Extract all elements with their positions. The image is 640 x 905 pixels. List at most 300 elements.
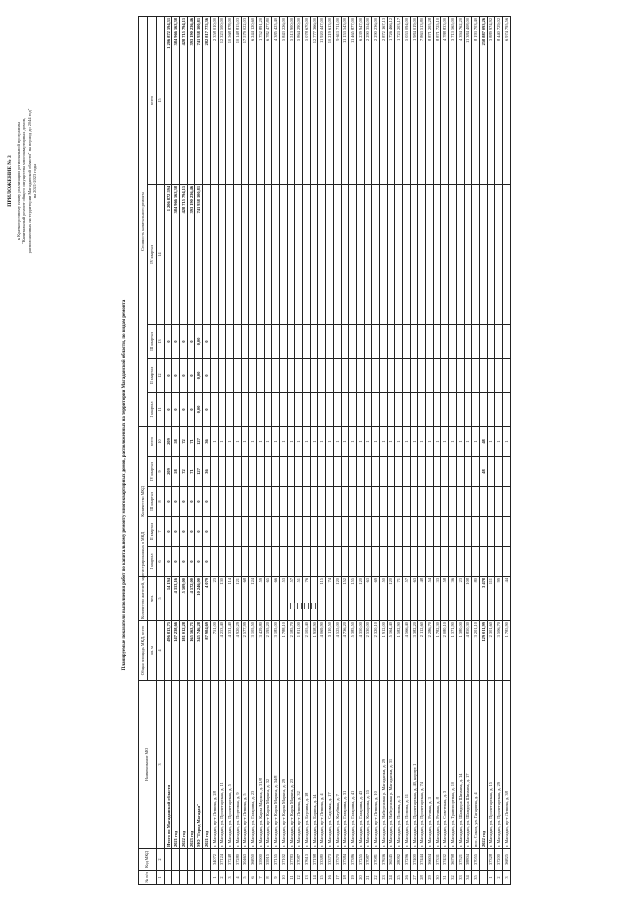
table-row	[495, 16, 503, 884]
table-row	[226, 16, 234, 884]
cell-q2	[341, 517, 349, 547]
cell-q2: 0	[164, 517, 172, 547]
cell-c4	[464, 184, 472, 324]
cell-c3	[487, 324, 495, 358]
cell-c4: 384 966 563,38	[172, 184, 180, 324]
cell-res: 71	[395, 577, 403, 621]
cell-area: 2 080,10	[441, 621, 449, 681]
cell-ctot: 10 568 878,00	[226, 16, 234, 184]
cell-q2: 0	[203, 517, 211, 547]
cell-q2	[249, 517, 257, 547]
cell-c4	[426, 184, 434, 324]
cell-q2	[356, 517, 364, 547]
cell-ctot: 6 239 947,00	[356, 16, 364, 184]
cell-q4	[495, 457, 503, 487]
cell-c1	[372, 392, 380, 426]
cell-c3	[295, 324, 303, 358]
cell-name: г. Магадан, пр-т Карла Маркса, д. 29	[280, 681, 288, 849]
cell-q4	[472, 457, 480, 487]
cell-c2	[356, 358, 364, 392]
cell-no	[203, 871, 211, 885]
cell-ctot: 10 148 815,03	[233, 16, 241, 184]
cell-c3	[403, 324, 411, 358]
cell-c1	[456, 392, 464, 426]
cell-q2	[295, 517, 303, 547]
cell-q1	[318, 547, 326, 577]
cell-name: г. Магадан, пр-т Ленина, д. 5	[241, 681, 249, 849]
cell-tot: 58	[172, 426, 180, 456]
cell-c3	[379, 324, 387, 358]
cell-res: 111	[487, 577, 495, 621]
cell-ctot: 5 864 290,00	[295, 16, 303, 184]
cell-code: 35900	[256, 849, 264, 871]
cell-no: 30	[433, 871, 441, 885]
cell-q1	[295, 547, 303, 577]
cell-q2	[226, 517, 234, 547]
cell-c4	[226, 184, 234, 324]
table-row	[333, 16, 341, 884]
cell-code	[479, 849, 487, 871]
cell-q3	[456, 487, 464, 517]
cell-ctot: 741 938 100,81	[195, 16, 203, 184]
cell-no: 23	[379, 871, 387, 885]
cell-c3	[426, 324, 434, 358]
cell-c1	[310, 392, 318, 426]
cell-ctot: 6 244 120,60	[249, 16, 257, 184]
cell-area: 129 011,99	[479, 621, 487, 681]
cell-c4	[502, 184, 510, 324]
col-index: 8	[157, 487, 165, 517]
cell-q1	[272, 547, 280, 577]
cell-area: 1 371,90	[449, 621, 457, 681]
cell-c4	[403, 184, 411, 324]
cell-area: 4 331,40	[226, 621, 234, 681]
cell-c2	[249, 358, 257, 392]
cell-q3	[441, 487, 449, 517]
cell-q3	[410, 487, 418, 517]
cell-q2	[487, 517, 495, 547]
cell-c3	[318, 324, 326, 358]
cell-area: 1 782,30	[433, 621, 441, 681]
cell-c2	[449, 358, 457, 392]
cell-area: 3 105,50	[249, 621, 257, 681]
cell-q1	[280, 547, 288, 577]
table-row	[387, 16, 395, 884]
fold-mark	[301, 603, 302, 609]
table-row	[441, 16, 449, 884]
cell-name: Итого по Магаданской области	[164, 681, 172, 849]
cell-c1	[433, 392, 441, 426]
cell-name: г. Магадан, ул. Пролетарская, д. 5	[226, 681, 234, 849]
cell-q4	[272, 457, 280, 487]
cell-c1: 0	[172, 392, 180, 426]
cell-q4	[403, 457, 411, 487]
cell-q4: 127	[195, 457, 203, 487]
cell-c4	[233, 184, 241, 324]
cell-q3: 0	[164, 487, 172, 517]
cell-code: 37255	[356, 849, 364, 871]
cell-res: 5 509,00	[180, 577, 188, 621]
cell-q4	[226, 457, 234, 487]
cell-c3	[464, 324, 472, 358]
cell-q2	[233, 517, 241, 547]
table-row	[433, 16, 441, 884]
cell-ctot: 5 053 094,00	[403, 16, 411, 184]
cell-c3	[233, 324, 241, 358]
cell-c4	[280, 184, 288, 324]
cell-code: 37248	[226, 849, 234, 871]
cell-c3	[372, 324, 380, 358]
cell-c4	[310, 184, 318, 324]
col-mkd-q1: I квартал	[148, 547, 157, 577]
cell-name: 2021 год	[203, 681, 211, 849]
table-row	[249, 16, 257, 884]
cell-name: г. Магадан, ул. Речная, д. 3	[426, 681, 434, 849]
cell-no: 12	[295, 871, 303, 885]
cell-q3	[226, 487, 234, 517]
cell-q2	[333, 517, 341, 547]
cell-q4	[356, 457, 364, 487]
cell-no: 2	[495, 871, 503, 885]
cell-c4	[395, 184, 403, 324]
cell-q1	[356, 547, 364, 577]
cell-area: 3 110,50	[326, 621, 334, 681]
cell-q2	[241, 517, 249, 547]
cell-ctot: 11 920 447,00	[318, 16, 326, 184]
cell-code: 37087	[364, 849, 372, 871]
cell-no: 15	[318, 871, 326, 885]
cell-c4	[479, 184, 487, 324]
table-row	[449, 16, 457, 884]
cell-q4	[487, 457, 495, 487]
summary-row	[195, 16, 203, 884]
cell-q4	[310, 457, 318, 487]
cell-c1	[218, 392, 226, 426]
cell-ctot: 9 611 711,00	[333, 16, 341, 184]
cell-no: 5	[241, 871, 249, 885]
cell-c3	[287, 324, 295, 358]
cell-c3	[433, 324, 441, 358]
annex-number: ПРИЛОЖЕНИЕ № 3	[6, 155, 13, 207]
cell-c1	[280, 392, 288, 426]
cell-q2	[433, 517, 441, 547]
cell-area: 2 195,20	[264, 621, 272, 681]
fold-mark	[297, 603, 298, 609]
cell-q1	[433, 547, 441, 577]
cell-name: г. Магадан, ул. Садовая, д. 17	[326, 681, 334, 849]
cell-c4	[272, 184, 280, 324]
cell-code: 30463	[241, 849, 249, 871]
col-area: Общая площадь МКД, всего	[139, 621, 148, 681]
cell-no: 11	[287, 871, 295, 885]
cell-q2	[441, 517, 449, 547]
cell-c3	[210, 324, 218, 358]
cell-name: г. Магадан, ул. Попова, д. 3	[395, 681, 403, 849]
cell-q1	[218, 547, 226, 577]
cell-name: 2023 год	[187, 681, 195, 849]
cell-q3	[272, 487, 280, 517]
cell-c4	[449, 184, 457, 324]
cell-c4	[326, 184, 334, 324]
cell-q2	[264, 517, 272, 547]
cell-area: 3 382,20	[410, 621, 418, 681]
cell-q3	[387, 487, 395, 517]
cell-q2	[464, 517, 472, 547]
table-row	[256, 16, 264, 884]
cell-tot: 1	[364, 426, 372, 456]
cell-name: г. Магадан, ул. Карла Маркса, д. 31/8	[256, 681, 264, 849]
cell-c4: 741 938 100,81	[195, 184, 203, 324]
col-index: 13	[157, 324, 165, 358]
cell-name: МО "Город Магадан"	[195, 681, 203, 849]
cell-ctot: 282 817 775,36	[203, 16, 211, 184]
cell-c4	[333, 184, 341, 324]
cell-c3	[310, 324, 318, 358]
cell-c2	[318, 358, 326, 392]
cell-q4	[318, 457, 326, 487]
cell-res: 74	[326, 577, 334, 621]
table-row	[403, 16, 411, 884]
fold-mark	[315, 603, 316, 609]
cell-name: г. Магадан, пр-т Карла Маркса, д. 23	[287, 681, 295, 849]
cell-ctot: 1 984 019,00	[410, 16, 418, 184]
table-row	[295, 16, 303, 884]
cell-q1: 0	[203, 547, 211, 577]
cell-c2	[295, 358, 303, 392]
cell-area: 2 301,60	[487, 621, 495, 681]
cell-no	[180, 871, 188, 885]
cell-q3	[364, 487, 372, 517]
cell-name: 2021 год	[172, 681, 180, 849]
cell-q3	[395, 487, 403, 517]
cell-tot: 1	[233, 426, 241, 456]
cell-c4	[249, 184, 257, 324]
cell-c2	[364, 358, 372, 392]
cell-code: 37200	[495, 849, 503, 871]
cell-q3	[287, 487, 295, 517]
cell-c3	[395, 324, 403, 358]
cell-q2	[210, 517, 218, 547]
cell-q1	[287, 547, 295, 577]
col-index: 12	[157, 358, 165, 392]
table-row	[303, 16, 311, 884]
cell-area: 2 320,10	[372, 621, 380, 681]
cell-res: 36	[449, 577, 457, 621]
cell-c4	[303, 184, 311, 324]
cell-q1	[333, 547, 341, 577]
cell-c1	[264, 392, 272, 426]
cell-c1	[441, 392, 449, 426]
cell-c3	[226, 324, 234, 358]
cell-q2	[280, 517, 288, 547]
cell-c3: 0	[180, 324, 188, 358]
cell-c4	[318, 184, 326, 324]
col-cost-group: Стоимость капитального ремонта	[139, 16, 148, 426]
table-row	[287, 16, 295, 884]
cell-area: 147 238,66	[172, 621, 180, 681]
cell-c3	[356, 324, 364, 358]
cell-no: 29	[426, 871, 434, 885]
cell-tot: 71	[187, 426, 195, 456]
fold-mark	[311, 603, 312, 609]
cell-c2	[418, 358, 426, 392]
cell-res: 51	[295, 577, 303, 621]
fold-mark	[290, 603, 291, 609]
cell-ctot: 5 843 226,00	[280, 16, 288, 184]
cell-q3	[479, 487, 487, 517]
cell-q4: 48	[479, 457, 487, 487]
cell-c2	[280, 358, 288, 392]
cell-no: 13	[303, 871, 311, 885]
table-body	[164, 16, 510, 884]
cell-c2: 0	[203, 358, 211, 392]
cell-q2: 0	[172, 517, 180, 547]
cell-code: 37124	[218, 849, 226, 871]
cell-res: 68	[241, 577, 249, 621]
cell-area: 4 566,40	[403, 621, 411, 681]
cell-c2: 0,00	[195, 358, 203, 392]
cell-res: 4 572,00	[187, 577, 195, 621]
cell-q1	[364, 547, 372, 577]
summary-row	[479, 16, 487, 884]
cell-c4	[203, 184, 211, 324]
cell-ctot: 8 871 205,28	[426, 16, 434, 184]
cell-ctot: 5 078 670,00	[303, 16, 311, 184]
col-cost-q4: IV квартал	[148, 184, 157, 324]
cell-c4: 428 715 794,15	[180, 184, 188, 324]
cell-name: г. Магадан, ул. Портовая, д. 9	[233, 681, 241, 849]
cell-q4	[410, 457, 418, 487]
cell-q1	[264, 547, 272, 577]
table-title: Планируемые показатели выполнения работ по капитальному ремонту многоквартирных домов, расположенных на территории Магаданской области, по видам ремонта	[122, 299, 127, 671]
cell-q4	[218, 457, 226, 487]
cell-ctot: 4 394 762,20	[456, 16, 464, 184]
cell-q3	[464, 487, 472, 517]
cell-name: г. Магадан, ул. Речная, д. 8	[433, 681, 441, 849]
cell-c4	[341, 184, 349, 324]
cell-code: 37081	[372, 849, 380, 871]
cell-c4	[264, 184, 272, 324]
cell-q1	[387, 547, 395, 577]
cell-q3	[326, 487, 334, 517]
cell-q4	[395, 457, 403, 487]
cell-q2	[449, 517, 457, 547]
col-index: 10	[157, 426, 165, 456]
cell-c2	[433, 358, 441, 392]
cell-no: 3	[226, 871, 234, 885]
cell-q3	[426, 487, 434, 517]
cell-q4	[433, 457, 441, 487]
table-row	[379, 16, 387, 884]
cell-c3	[280, 324, 288, 358]
cell-q4	[502, 457, 510, 487]
cell-c2	[456, 358, 464, 392]
cell-area: 496 813,75	[164, 621, 172, 681]
cell-c2	[310, 358, 318, 392]
cell-c4	[349, 184, 357, 324]
cell-tot: 1	[449, 426, 457, 456]
cell-code: 36850	[249, 849, 257, 871]
cell-code: 36825	[502, 849, 510, 871]
cell-res: 120	[387, 577, 395, 621]
cell-tot: 1	[426, 426, 434, 456]
cell-res: 59	[256, 577, 264, 621]
table-row	[410, 16, 418, 884]
cell-ctot: 4 788 833,00	[441, 16, 449, 184]
cell-code: 37521	[456, 849, 464, 871]
cell-c4	[410, 184, 418, 324]
cell-name: г. Магадан, ул. Берзина, д. 18	[303, 681, 311, 849]
cell-q1	[303, 547, 311, 577]
cell-ctot: 1 206 872 594,31	[164, 16, 172, 184]
cell-res: 57	[287, 577, 295, 621]
cell-c1	[387, 392, 395, 426]
cell-res: 23	[210, 577, 218, 621]
cell-c2	[479, 358, 487, 392]
cell-c2	[395, 358, 403, 392]
cell-code	[180, 849, 188, 871]
cell-c1: 0	[164, 392, 172, 426]
annex-line-4: на 2021-2023 годы	[32, 163, 38, 199]
cell-q1: 0	[164, 547, 172, 577]
fold-mark	[308, 603, 309, 609]
cell-code: 28092	[395, 849, 403, 871]
cell-q2	[426, 517, 434, 547]
col-mkd-q3: III квартал	[148, 487, 157, 517]
cell-name: г. Магадан, пр-т Ленина, д. 4	[318, 681, 326, 849]
cell-ctot: 6 974 795,56	[502, 16, 510, 184]
cell-name: г. Магадан, ул. Пролетарская, д. 11	[218, 681, 226, 849]
cell-q4	[241, 457, 249, 487]
cell-c1	[226, 392, 234, 426]
cell-name: г. Магадан, ул. Шандора Шимана, д. 17	[464, 681, 472, 849]
cell-q1	[426, 547, 434, 577]
cell-code: 37432	[441, 849, 449, 871]
table-row	[472, 16, 480, 884]
cell-q4	[372, 457, 380, 487]
cell-tot: 1	[249, 426, 257, 456]
cell-c2	[256, 358, 264, 392]
cell-tot: 1	[418, 426, 426, 456]
cell-res: 121	[233, 577, 241, 621]
fold-mark	[294, 603, 295, 609]
cell-name: г. Магадан, ул. Пролетарская, д. 74	[418, 681, 426, 849]
cell-c1	[472, 392, 480, 426]
cell-c4	[472, 184, 480, 324]
fold-marks	[0, 603, 640, 609]
cell-name: г. Магадан, ул. Гагарина, д. 43	[356, 681, 364, 849]
cell-name: г. Магадан, пр-т Ленина, д. 32	[295, 681, 303, 849]
cell-area: 5 385,50	[349, 621, 357, 681]
cell-q4: 36	[203, 457, 211, 487]
cell-c3	[272, 324, 280, 358]
cell-ctot: 6 782 477,80	[264, 16, 272, 184]
cell-q1	[403, 547, 411, 577]
cell-c3: 0	[187, 324, 195, 358]
cell-tot: 1	[356, 426, 364, 456]
cell-q2	[495, 517, 503, 547]
cell-c3	[264, 324, 272, 358]
cell-q3	[418, 487, 426, 517]
cell-c4	[295, 184, 303, 324]
cell-tot: 1	[403, 426, 411, 456]
cell-c3	[418, 324, 426, 358]
cell-no: 19	[349, 871, 357, 885]
cell-q4	[449, 457, 457, 487]
unit-area: кв. м	[148, 621, 157, 681]
cell-q3	[280, 487, 288, 517]
cell-no	[195, 871, 203, 885]
